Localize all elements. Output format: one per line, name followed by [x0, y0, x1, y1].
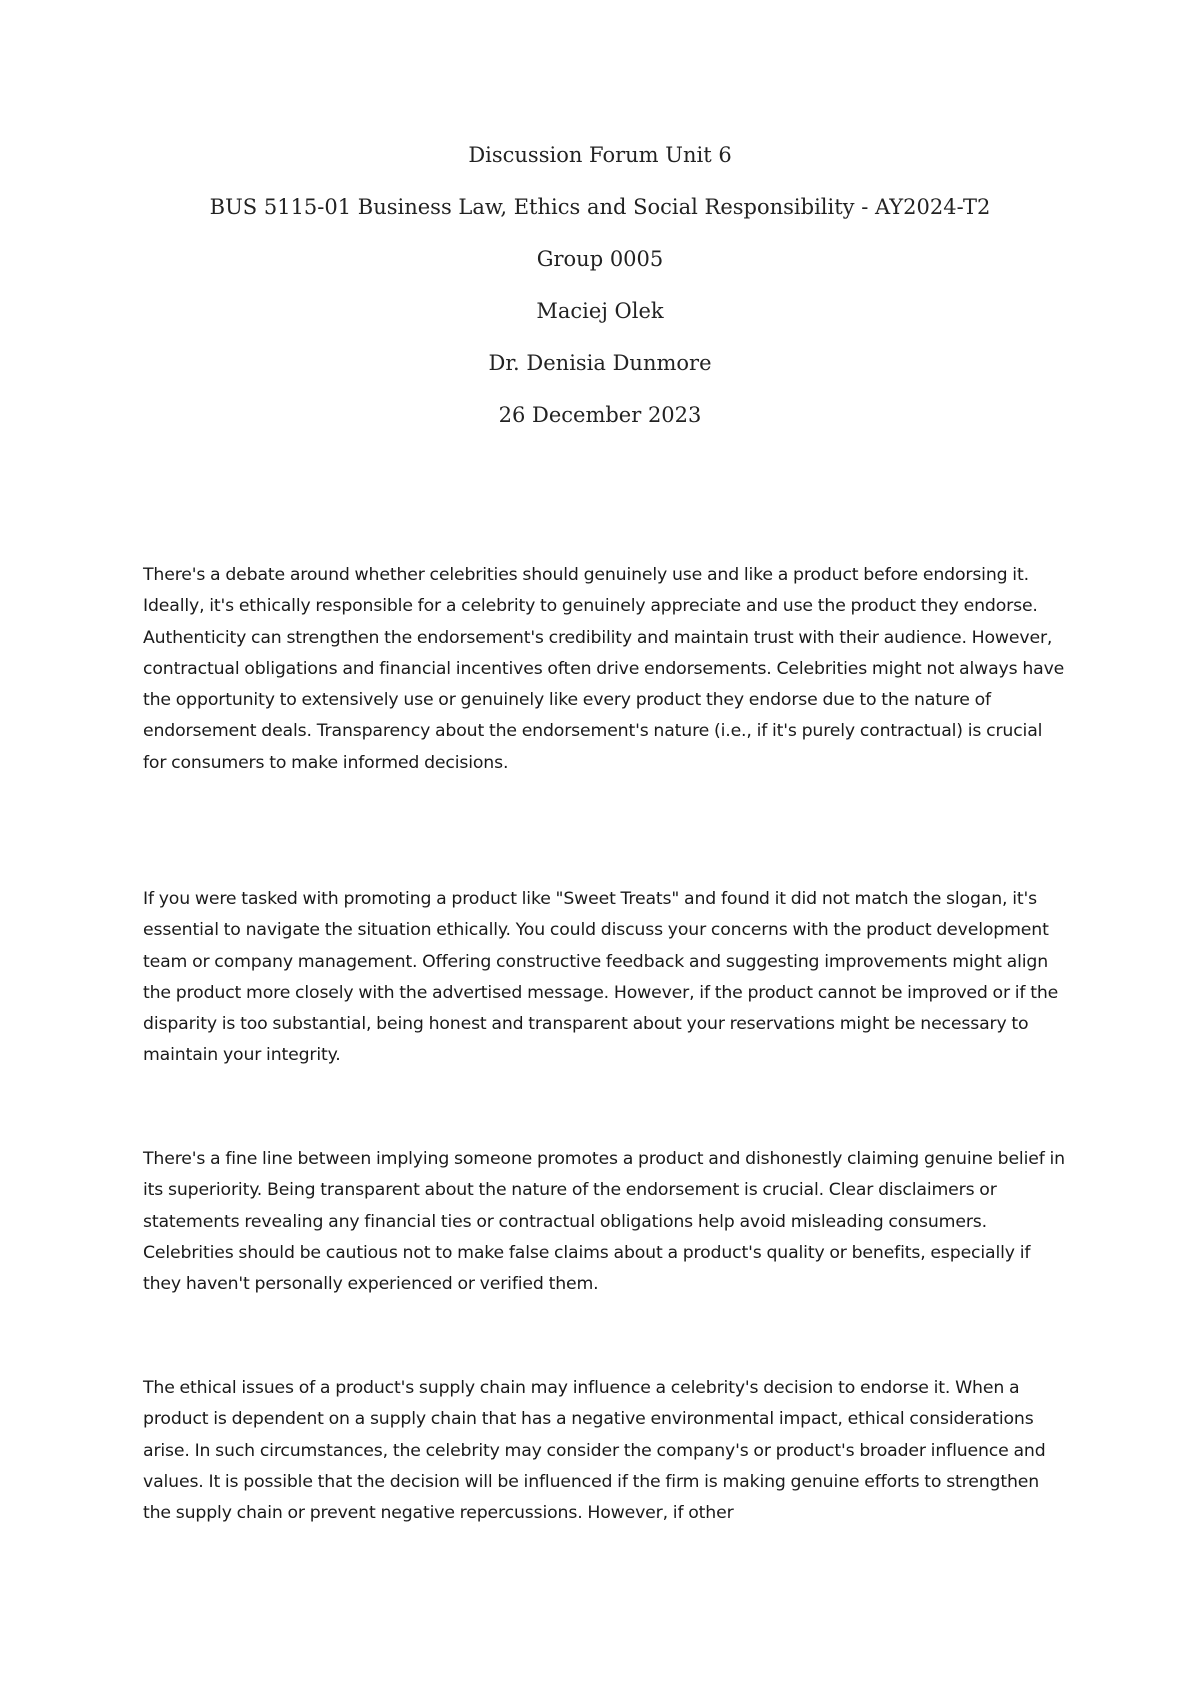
group-name: Group 0005 — [536, 247, 664, 271]
instructor-name: Dr. Denisia Dunmore — [488, 351, 712, 375]
document-date: 26 December 2023 — [498, 403, 702, 427]
body-paragraph-1: There's a debate around whether celebrities should genuinely use and like a product before endorsing it. Ideally, it's ethically responsible for a celebrity to genuinely appreciate and use the product they endorse. Authenticity can strengthen the endorsement's credibility and maintain trust with their audience. However, contractual obligations and financial incentives often drive endorsements. Celebrities might not always have the opportunity to extensively use or genuinely like every product they endorse due to the nature of endorsement deals. Transparency about the endorsement's nature (i.e., if it's purely contractual) is crucial for consumers to make informed decisions. — [143, 565, 1065, 773]
course-name: BUS 5115-01 Business Law, Ethics and Social Responsibility - AY2024-T2 — [209, 195, 991, 219]
title-block — [0, 140, 1200, 452]
body-paragraph-2: If you were tasked with promoting a product like "Sweet Treats" and found it did not match the slogan, it's essential to navigate the situation ethically. You could discuss your concerns with the product development team or company management. Offering constructive feedback and suggesting improvements might align the product more closely with the advertised message. However, if the product cannot be improved or if the disparity is too substantial, being honest and transparent about your reservations might be necessary to maintain your integrity. — [143, 889, 1059, 1066]
document-title: Discussion Forum Unit 6 — [468, 143, 732, 167]
body-paragraph-4: The ethical issues of a product's supply chain may influence a celebrity's decision to endorse it. When a product is dependent on a supply chain that has a negative environmental impact, ethical considerations arise. In such circumstances, the celebrity may consider the company's or product's broader influence and values. It is possible that the decision will be influenced if the firm is making genuine efforts to strengthen the supply chain or prevent negative repercussions. However, if other — [143, 1378, 1046, 1524]
author-name: Maciej Olek — [536, 299, 664, 323]
body-paragraph-3: There's a fine line between implying someone promotes a product and dishonestly claiming genuine belief in its superiority. Being transparent about the nature of the endorsement is crucial. Clear disclaimers or statements revealing any financial ties or contractual obligations help avoid misleading consumers. Celebrities should be cautious not to make false claims about a product's quality or benefits, especially if they haven't personally experienced or verified them. — [143, 1149, 1065, 1295]
